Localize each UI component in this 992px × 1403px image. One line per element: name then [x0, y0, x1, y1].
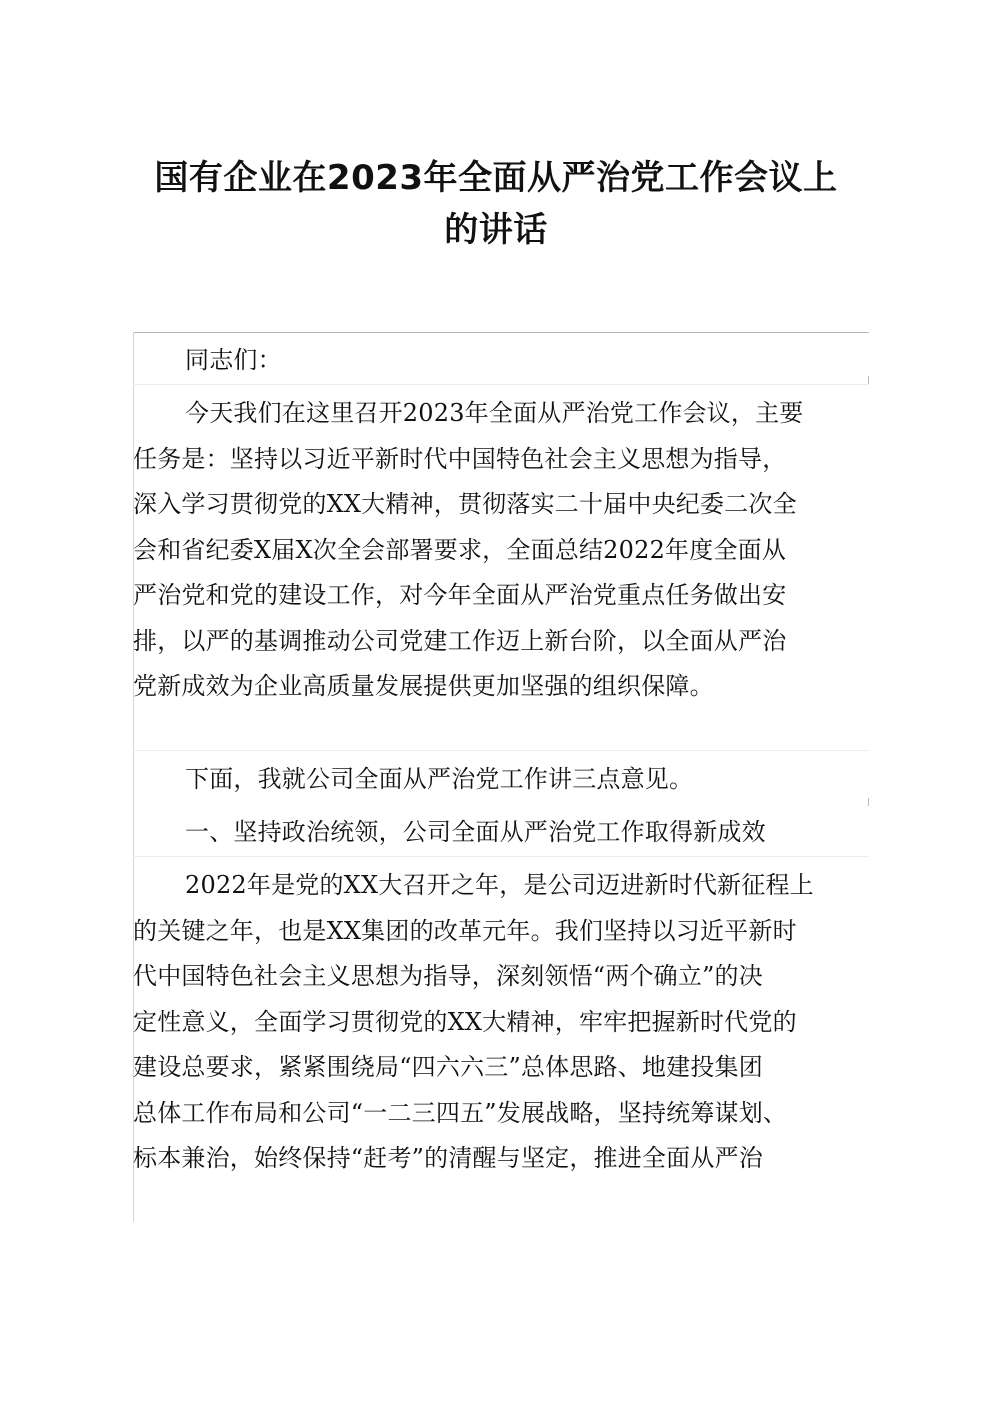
paragraph-line: 总体工作布局和公司“一二三四五”发展战略，坚持统筹谋划、 — [133, 1098, 788, 1127]
paragraph-line: 下面，我就公司全面从严治党工作讲三点意见。 — [185, 765, 694, 793]
body-top-border — [133, 332, 869, 333]
title-line-2: 的讲话 — [444, 210, 548, 250]
paragraph-opening — [133, 391, 869, 710]
paragraph-line: 的关键之年，也是XX集团的改革元年。我们坚持以习近平新时 — [133, 916, 797, 945]
paragraph-separator — [133, 750, 869, 751]
document-body — [133, 332, 869, 1222]
salutation-paragraph — [133, 338, 869, 384]
paragraph-separator — [133, 856, 869, 857]
paragraph-line: 定性意义，全面学习贯彻党的XX大精神，牢牢把握新时代党的 — [133, 1007, 797, 1036]
salutation-text: 同志们： — [185, 346, 282, 374]
paragraph-line: 严治党和党的建设工作，对今年全面从严治党重点任务做出安 — [133, 581, 787, 609]
margin-mark — [868, 798, 869, 806]
paragraph-line: 深入学习贯彻党的XX大精神，贯彻落实二十届中央纪委二次全 — [133, 490, 797, 518]
document-title — [120, 152, 872, 256]
paragraph-line: 标本兼治，始终保持“赶考”的清醒与坚定，推进全面从严治 — [133, 1144, 763, 1172]
paragraph-line: 代中国特色社会主义思想为指导，深刻领悟“两个确立”的决 — [133, 962, 763, 990]
paragraph-line: 今天我们在这里召开2023年全面从严治党工作会议，主要 — [185, 399, 804, 427]
title-line-1: 国有企业在2023年全面从严治党工作会议上 — [154, 158, 838, 198]
margin-mark — [868, 376, 869, 384]
section-heading-text: 一、坚持政治统领，公司全面从严治党工作取得新成效 — [185, 818, 766, 846]
paragraph-separator — [133, 384, 869, 385]
paragraph-line: 党新成效为企业高质量发展提供更加坚强的组织保障。 — [133, 672, 714, 700]
paragraph-line: 排，以严的基调推动公司党建工作迈上新台阶，以全面从严治 — [133, 626, 787, 655]
paragraph-line: 会和省纪委X届X次全会部署要求，全面总结2022年度全面从 — [133, 535, 787, 564]
paragraph-achievements — [133, 863, 869, 1182]
paragraph-line: 2022年是党的XX大召开之年，是公司迈进新时代新征程上 — [185, 871, 814, 899]
paragraph-line: 任务是：坚持以习近平新时代中国特色社会主义思想为指导， — [133, 444, 787, 473]
section-heading-1 — [133, 810, 869, 856]
paragraph-line: 建设总要求，紧紧围绕局“四六六三”总体思路、地建投集团 — [133, 1053, 763, 1081]
paragraph-opinions — [133, 757, 869, 803]
